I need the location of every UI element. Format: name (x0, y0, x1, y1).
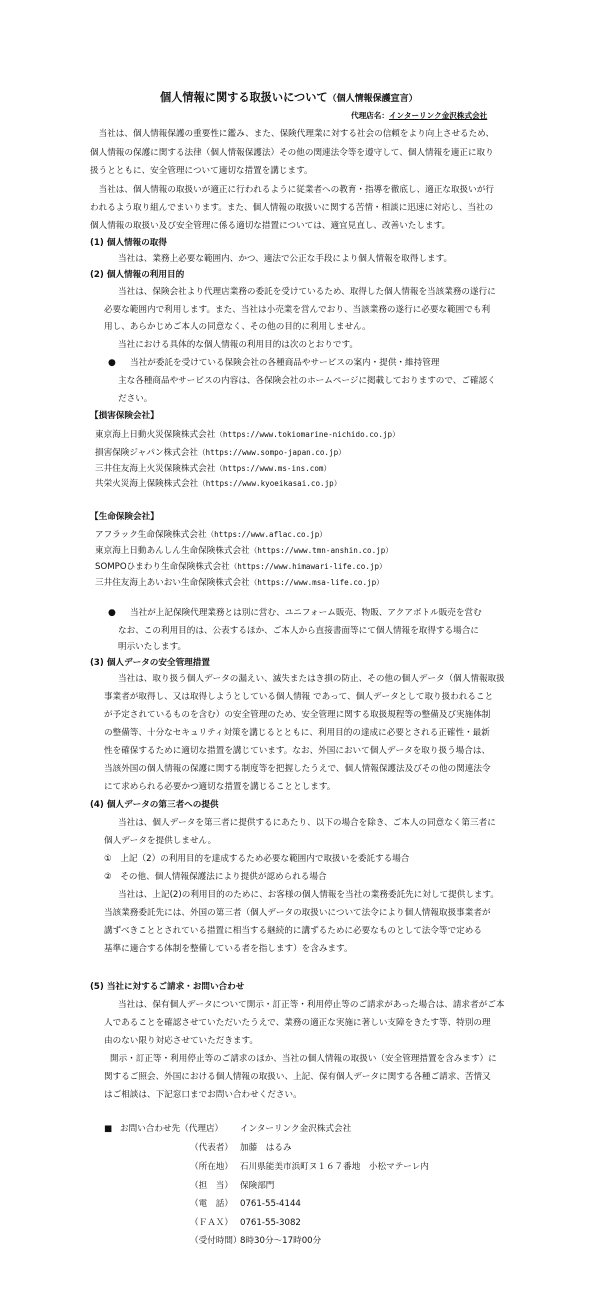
life-company (95, 546, 393, 556)
item-mark: ② (104, 872, 112, 882)
intro-line: 当社は、個人情報保護の重要性に鑑み、また、保険代理業に対する社会の信頼をより向上させるため、 (90, 129, 495, 139)
section-2-heading: (2) 個人情報の利用目的 (90, 270, 185, 280)
company-url: （https://www.ms-ins.com） (215, 464, 332, 473)
company-name: アフラック生命保険株式会社 (95, 530, 207, 540)
intro-line: 当社は、個人情報の取扱いが適正に行われるように従業者への教育・指導を徹底し、適正な取扱いが行 (90, 185, 494, 195)
contact-label: （電 話） (190, 1199, 233, 1209)
nonlife-heading: 【損害保険会社】 (90, 411, 159, 421)
provision-item (104, 854, 409, 864)
contact-label: （ＦＡＸ） (190, 1218, 233, 1228)
intro-line: 個人情報の保護に関する法律（個人情報保護法）その他の関連法令等を遵守して、個人情報を適正に取り (90, 148, 494, 158)
nonlife-company (95, 448, 346, 458)
company-url: （https://www.kyoeikasai.co.jp） (198, 479, 342, 488)
company-url: （https://www.msa-life.co.jp） (249, 578, 384, 587)
section-4-body-line: 個人データを提供しません。 (104, 836, 217, 846)
company-name: SOMPOひまわり生命保険株式会社 (95, 562, 230, 572)
company-url: （https://www.tmn-anshin.co.jp） (249, 546, 393, 555)
title-main: 個人情報に関する取扱いについて (160, 91, 328, 104)
life-company (95, 562, 387, 572)
bullet-icon: ● (108, 608, 116, 618)
page-title (160, 91, 418, 106)
contact-value: 石川県能美市浜町ヌ１６７番地 小松マテーレ内 (240, 1162, 429, 1172)
section-4-heading: (4) 個人データの第三者への提供 (90, 800, 219, 810)
contact-value: 加藤 はるみ (240, 1143, 292, 1153)
title-sub: （個人情報保護宣言） (327, 94, 418, 104)
bullet-icon: ● (108, 358, 116, 368)
intro-line: われるよう取り組んでまいります。また、個人情報の取扱いに関する苦情・相談に迅速に対応し、当社の (90, 203, 494, 213)
agent-label: 代理店名： (351, 111, 389, 120)
item-text: 上記（2）の利用目的を達成するため必要な範囲内で取扱いを委託する場合 (120, 854, 410, 864)
intro-line: 個人情報の取扱い及び安全管理に係る適切な措置については、適宜見直し、改善いたします。 (90, 221, 451, 231)
section-5-heading: (5) 当社に対するご請求・お問い合わせ (90, 982, 245, 992)
section-5-body-line: 人であることを確認させていただいたうえで、業務の適正な実施に著しい支障をきたす等、特別の理 (104, 1018, 491, 1028)
section-5-body-line: はご相談は、下記窓口までお問い合わせください。 (104, 1090, 302, 1100)
contact-label: （所在地） (190, 1162, 233, 1172)
contact-marker-icon: ■ (104, 1124, 113, 1134)
section-2-body-line: 必要な範囲内で利用します。また、当社は小売業を営んでおり、当該業務の遂行に必要な範囲でも利 (104, 305, 491, 315)
section-2-body-line: 当社は、保険会社より代理店業務の委託を受けているため、取得した個人情報を当該業務の遂行に (118, 287, 496, 297)
section-1-heading: (1) 個人情報の取得 (90, 238, 167, 248)
nonlife-company (95, 479, 341, 489)
section-3-body-line: 事業者が取得し、又は取得しようとしている個人情報 であって、個人データとして取り扱われること (104, 692, 494, 702)
contact-value: 0761-55-4144 (240, 1199, 301, 1209)
purpose-bullet-1: 当社が委託を受けている保険会社の各種商品やサービスの案内・提供・維持管理 (130, 358, 440, 368)
contact-value: インターリンク金沢株式会社 (240, 1124, 352, 1134)
contact-value: 8時30分～17時00分 (240, 1236, 322, 1246)
item-mark: ① (104, 854, 112, 864)
section-4-body-line: 当社は、個人データを第三者に提供するにあたり、以下の場合を除き、ご本人の同意なく第三者に (118, 818, 496, 828)
company-name: 東京海上日動あんしん生命保険株式会社 (95, 546, 250, 556)
company-url: （https://www.tokiomarine-nichido.co.jp） (215, 430, 400, 439)
section-5-body-line: 関するご照会、外国における個人情報の取扱い、上記、保有個人データに関する各種ご請求、苦情又 (104, 1072, 491, 1082)
company-url: （https://www.aflac.co.jp） (206, 530, 327, 539)
section-4-body2-line: 当社は、上記(2)の利用目的のために、お客様の個人情報を当社の業務委託先に対して提供します。 (118, 890, 500, 900)
life-company (95, 530, 327, 540)
section-5-body-line: 開示・訂正等・利用停止等のご請求のほか、当社の個人情報の取扱い（安全管理措置を含みます）に (110, 1054, 497, 1064)
provision-item (104, 872, 327, 882)
company-name: 共栄火災海上保険株式会社 (95, 479, 199, 489)
purpose-bullet-2-note: なお、この利用目的は、公表するほか、ご本人から直接書面等にて個人情報を取得する場合に (118, 626, 479, 636)
agent-name: インターリンク金沢株式会社 (388, 111, 488, 120)
company-url: （https://www.sompo-japan.co.jp） (197, 448, 346, 457)
nonlife-company (95, 430, 400, 440)
section-3-body-line: 性を確保するために適切な措置を講じています。なお、外国において個人データを取り扱う場合は、 (104, 746, 491, 756)
section-3-body-line: 当社は、取り扱う個人データの漏えい、滅失またはき損の防止、その他の個人データ（個人情報取扱 (118, 674, 505, 684)
section-3-body-line: の整備等、十分なセキュリティ対策を講じるとともに、利用目的の達成に必要とされる正確性・最新 (104, 728, 490, 738)
section-5-body-line: 由のない限り対応させていただきます。 (104, 1036, 259, 1046)
purpose-bullet-1-note: 主な各種商品やサービスの内容は、各保険会社のホームページに掲載しておりますので、ご確認く (118, 376, 496, 386)
section-1-body: 当社は、業務上必要な範囲内、かつ、適法で公正な手段により個人情報を取得します。 (118, 254, 453, 264)
contact-label: （担 当） (190, 1181, 233, 1191)
section-5-body-line: 当社は、保有個人データについて開示・訂正等・利用停止等のご請求があった場合は、請求者がご本 (118, 1000, 505, 1010)
contact-label: （受付時間） (190, 1236, 242, 1246)
section-4-body2-line: 基準に適合する体制を整備している者を指します）を含みます。 (104, 944, 353, 954)
company-url: （https://www.himawari-life.co.jp） (229, 562, 387, 571)
item-text: その他、個人情報保護法により提供が認められる場合 (120, 872, 327, 882)
section-4-body2-line: 当該業務委託先には、外国の第三者（個人データの取扱いについて法令により個人情報取扱事業者が (104, 908, 491, 918)
purpose-bullet-2: 当社が上記保険代理業務とは別に営む、ユニフォーム販売、物販、アクアボトル販売を営む (130, 608, 482, 618)
purpose-bullet-2-note: 明示いたします。 (118, 642, 187, 652)
purpose-bullet-1-note: ださい。 (118, 394, 153, 404)
company-name: 三井住友海上あいおい生命保険株式会社 (95, 578, 250, 588)
contact-label: （代表者） (190, 1143, 233, 1153)
nonlife-company (95, 464, 331, 474)
life-company (95, 578, 384, 588)
intro-line: 扱うとともに、安全管理について適切な措置を講じます。 (90, 166, 313, 176)
section-4-body2-line: 講ずべきこととされている措置に相当する継続的に講ずるために必要なものとして法令等で定める (104, 926, 482, 936)
life-heading: 【生命保険会社】 (90, 512, 159, 522)
company-name: 三井住友海上火災保険株式会社 (95, 464, 216, 474)
section-3-heading: (3) 個人データの安全管理措置 (90, 658, 210, 668)
agent-name-line (351, 111, 487, 121)
section-3-body-line: が予定されているものを含む）の安全管理のため、安全管理に関する取扱規程等の整備及び実施体制 (104, 710, 491, 720)
contact-label: お問い合わせ先（代理店） (120, 1124, 224, 1134)
contact-value: 保険部門 (240, 1181, 275, 1191)
section-3-body-line: 当該外国の個人情報の保護に関する制度等を把握したうえで、個人情報保護法及びその他の関連法令 (104, 764, 491, 774)
company-name: 損害保険ジャパン株式会社 (95, 448, 198, 458)
section-2-body-line: 当社における具体的な個人情報の利用目的は次のとおりです。 (118, 340, 358, 350)
section-2-body-line: 用し、あらかじめご本人の同意なく、その他の目的に利用しません。 (104, 322, 371, 332)
contact-value: 0761-55-3082 (240, 1218, 301, 1228)
section-3-body-line: にて求められる必要かつ適切な措置を講じることとします。 (104, 782, 336, 792)
company-name: 東京海上日動火災保険株式会社 (95, 430, 216, 440)
